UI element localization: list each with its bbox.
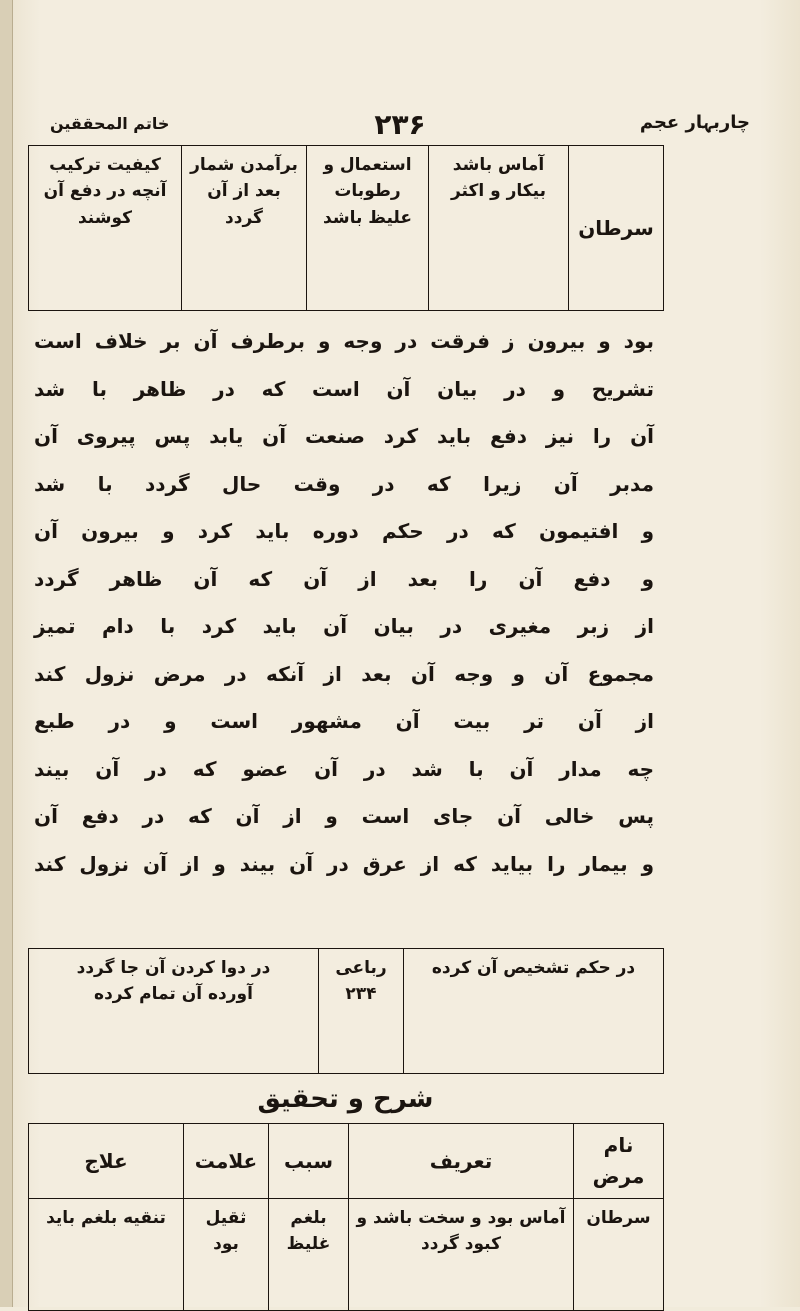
mid-cell-center: [319, 949, 404, 1074]
header-catchword: خاتم المحققین: [50, 114, 170, 133]
text-line: تشریح و در بیان آن است که در ظاهر با شد: [34, 376, 654, 401]
top-cell-3: [307, 146, 429, 311]
bottom-table: [28, 1123, 664, 1311]
table-row: [29, 1199, 664, 1311]
section-title: شرح و تحقیق: [28, 1073, 663, 1124]
table-cell: تنقیه بلغم باید: [29, 1199, 184, 1311]
cell-text: در دوا کردن آن جا گردد: [76, 958, 271, 978]
cell-text: در حکم تشخیص آن کرده: [431, 958, 636, 978]
col-header: تعریف: [349, 1124, 574, 1199]
col-header: علاج: [29, 1124, 184, 1199]
cell-text: کیفیت ترکیب: [49, 155, 161, 175]
page-left-margin: [0, 0, 13, 1307]
table-cell: سرطان: [574, 1199, 664, 1311]
cell-text-sub: علیظ باشد: [323, 207, 412, 228]
cell-text: برآمدن شمار: [190, 155, 298, 175]
top-cell-1: [29, 146, 182, 311]
text-line: مجموع آن و وجه آن بعد از آنکه در مرض نزول کند: [34, 661, 654, 686]
cell-text: آماس باشد: [452, 155, 545, 175]
header-running-title: چاربہار عجم: [639, 112, 750, 133]
page-number: ۲۳۶: [374, 108, 426, 141]
cell-text: استعمال و رطوبات: [323, 155, 412, 202]
text-line: و افتیمون که در حکم دوره باید کرد و بیرون آن: [34, 519, 654, 543]
text-line: از زبر مغیری در بیان آن باید کرد با دام تمیز: [34, 614, 654, 638]
text-line: بود و بیرون ز فرقت در وجه و برطرف آن بر خلاف است: [34, 329, 654, 353]
col-header: سبب: [269, 1124, 349, 1199]
text-line: از آن تر بیت آن مشهور است و در طبع: [34, 709, 654, 733]
table-row: [29, 949, 664, 1074]
cell-text-sub: بعد از آن گردد: [207, 181, 281, 228]
cell-text-sub: آنچه در دفع آن کوشند: [43, 181, 167, 228]
cell-text: رباعی: [335, 958, 387, 978]
text-line: آن را نیز دفع باید کرد صنعت آن یابد پس پیروی آن: [34, 424, 654, 448]
top-cell-2: [182, 146, 307, 311]
mid-cell-right: [404, 949, 664, 1074]
top-cell-5: [569, 146, 664, 311]
page-header: [40, 108, 760, 144]
cell-text-sub: آورده آن تمام کرده: [94, 984, 253, 1005]
table-row: [29, 146, 664, 311]
body-text: [30, 318, 658, 946]
text-line: و بیمار را بیاید که از عرق در آن بیند و از آن نزول کند: [34, 851, 654, 876]
table-cell: بلغم غلیظ: [269, 1199, 349, 1311]
col-header: نام مرض: [574, 1124, 664, 1199]
cell-text-sub: ۲۳۴: [345, 984, 377, 1005]
text-line: پس خالی آن جای است و از آن که در دفع آن: [34, 804, 654, 828]
top-table: [28, 145, 664, 311]
table-cell: آماس بود و سخت باشد و کبود گردد: [349, 1199, 574, 1311]
text-line: چه مدار آن با شد در آن عضو که در آن بیند: [34, 756, 654, 781]
cell-text-sub: بیکار و اکثر: [450, 181, 546, 202]
middle-table: [28, 948, 664, 1074]
cell-text: سرطان: [578, 215, 654, 240]
text-line: و دفع آن را بعد از آن که آن ظاهر گردد: [34, 566, 654, 591]
col-header: علامت: [184, 1124, 269, 1199]
mid-cell-left: [29, 949, 319, 1074]
text-line: مدبر آن زیرا که در وقت حال گردد با شد: [34, 471, 654, 496]
table-cell: ثقیل بود: [184, 1199, 269, 1311]
top-cell-4: [429, 146, 569, 311]
table-header-row: [29, 1124, 664, 1199]
